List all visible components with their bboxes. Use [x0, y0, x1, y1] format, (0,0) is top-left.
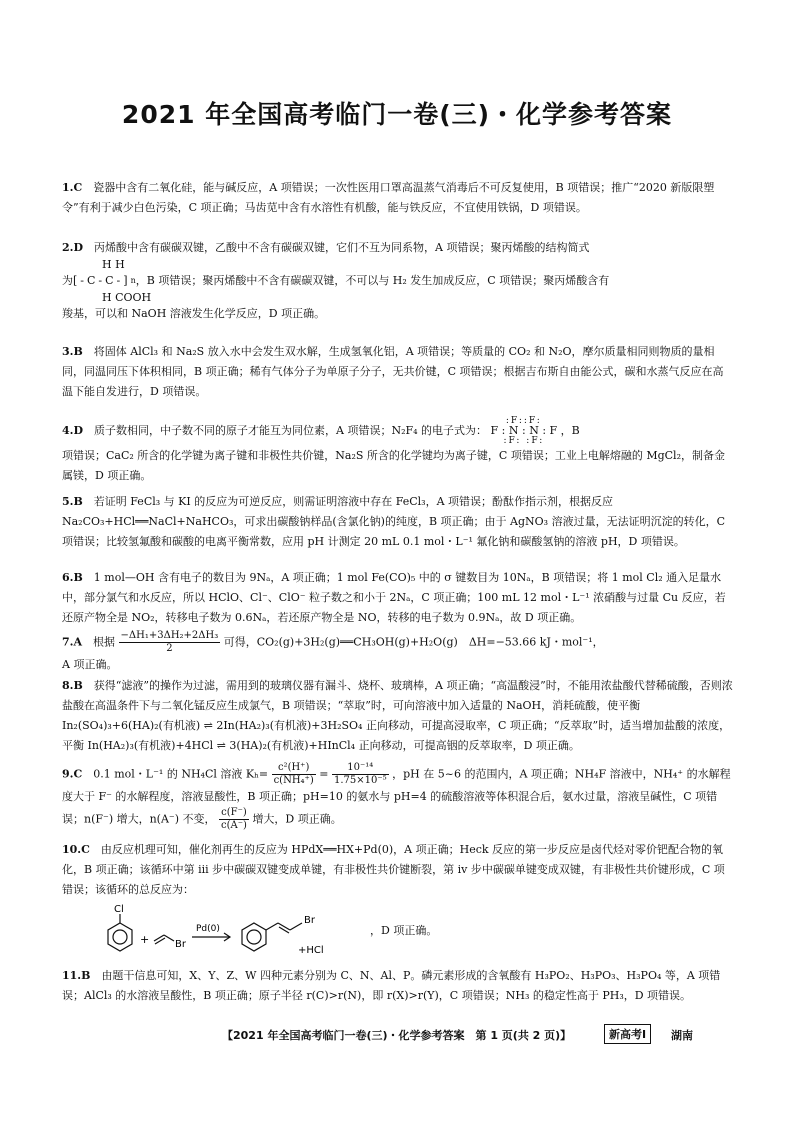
answer-number: 10.C [62, 843, 90, 856]
answer-text: 丙烯酸中含有碳碳双键，乙酸中不含有碳碳双键，它们不互为同系物，A 项错误；聚丙烯酸的结构简式 [94, 241, 590, 254]
ratio-fraction [219, 807, 249, 832]
answer-2 [62, 238, 734, 324]
fraction-denominator: 1.75×10⁻⁵ [333, 775, 387, 786]
answer-text: 若证明 FeCl₃ 与 KI 的反应为可逆反应，则需证明溶液中存在 FeCl₃，A 项错误；酚酞作指示剂，根据反应 Na₂CO₃+HCl══NaCl+NaHCO₃，可求出碳酸钠样品(含氯化钠)的纯度，B 项正确；由于 AgNO₃ 溶液过量，无法证明沉淀的转化，C 项错误；比较氢氟酸和碳酸的电离平衡常数，应用 pH 计测定 20 mL 0.1 mol・L⁻¹ 氟化钠和碳酸氢钠的溶液 pH，D 项错误。 [62, 495, 725, 548]
answer-number: 11.B [62, 969, 91, 982]
answer-number: 8.B [62, 679, 83, 692]
answer-text: 羧基，可以和 NaOH 溶液发生化学反应，D 项正确。 [62, 307, 326, 320]
chlorobenzene-aromatic-circle [113, 930, 127, 944]
equals-sign: = [319, 767, 329, 781]
answer-number: 2.D [62, 241, 84, 254]
polyacrylic-structure [62, 258, 734, 304]
electron-formula-mid: F : N : N : F [490, 424, 558, 437]
answer-1 [62, 178, 734, 218]
answer-number: 4.D [62, 424, 84, 437]
answer-text: ，B [560, 424, 580, 437]
vinyl-bond-2 [164, 935, 174, 941]
cl-label: Cl [114, 904, 124, 915]
answer-number: 1.C [62, 181, 83, 194]
answer-10 [62, 840, 734, 962]
fraction-numerator: −ΔH₁+3ΔH₂+2ΔH₃ [120, 630, 219, 641]
answer-text: ，D 项正确。 [370, 924, 438, 937]
product-ring [242, 923, 266, 951]
kh-fraction-1 [272, 762, 316, 787]
enthalpy-fraction [119, 630, 221, 655]
fraction-denominator: 2 [166, 643, 173, 654]
structure-top-h: H H [102, 258, 125, 271]
kh-fraction-2 [332, 762, 389, 787]
answer-3 [62, 342, 734, 402]
heck-reaction-scheme [62, 900, 734, 962]
heck-reaction-svg [102, 901, 362, 961]
answer-text: 0.1 mol・L⁻¹ 的 NH₄Cl 溶液 Kₕ= [93, 767, 269, 781]
answer-text: 由题干信息可知，X、Y、Z、W 四种元素分别为 C、N、Al、P。磷元素形成的含氧酸有 H₃PO₂、H₃PO₃、H₃PO₄ 等，A 项错误；AlCl₃ 的水溶液呈酸性，B 项正确；原子半径 r(C)>r(N)，即 r(X)>r(Y)，C 项错误；NH₃ 的稳定性高于 PH₃，D 项错误。 [62, 969, 721, 1002]
electron-formula [491, 416, 558, 446]
answer-4 [62, 416, 734, 486]
structure-bottom: H COOH [102, 291, 152, 304]
product-bond-3 [290, 923, 302, 930]
fraction-denominator: c(A⁻) [221, 820, 247, 831]
answer-text: 由反应机理可知，催化剂再生的反应为 HPdX══HX+Pd(0)，A 项正确；Heck 反应的第一步反应是卤代烃对零价钯配合物的氧化，B 项正确；该循环中第 iii 步中碳碳双键变成单键，有非极性共价键断裂，第 iv 步中碳碳单键变成双键，有非极性共价键形成，C 项错误；该循环的总反应为： [62, 843, 725, 896]
product-aromatic-circle [247, 930, 261, 944]
answer-text: A 项正确。 [62, 658, 118, 671]
fraction-denominator: c(NH₄⁺) [273, 775, 314, 786]
br-label: Br [175, 939, 186, 950]
answer-5 [62, 492, 734, 552]
electron-formula-top: :F::F: [505, 416, 542, 426]
structure-chain: [-C-C-] [73, 274, 131, 287]
answer-number: 6.B [62, 571, 83, 584]
structure-lead: 为 [62, 274, 73, 287]
answer-number: 9.C [62, 767, 83, 781]
product-bond-2 [278, 923, 290, 930]
hcl-label: +HCl [298, 945, 324, 956]
chlorobenzene-ring [108, 923, 132, 951]
answer-text: 根据 [93, 635, 116, 649]
page-title: 2021 年全国高考临门一卷(三)・化学参考答案 [121, 100, 673, 129]
answer-text: ，B 项错误；聚丙烯酸中不含有碳碳双键，不可以与 H₂ 发生加成反应，C 项错误；聚丙烯酸含有 [135, 274, 610, 287]
page-footer [0, 1024, 794, 1044]
plus-sign: + [140, 933, 150, 946]
answer-6 [62, 568, 734, 628]
answer-8 [62, 676, 734, 756]
answer-text: 增大，D 项正确。 [252, 812, 342, 826]
electron-formula-bottom: :F: :F: [503, 436, 545, 446]
answer-11 [62, 966, 734, 1006]
fraction-numerator: c²(H⁺) [272, 762, 316, 775]
answer-7 [62, 630, 734, 675]
footer-badge: 新高考Ⅰ [604, 1024, 651, 1044]
answer-text: 瓷器中含有二氧化硅，能与碱反应，A 项错误；一次性医用口罩高温蒸气消毒后不可反复使用，B 项错误；推广“2020 新版限塑令”有利于减少白色污染，C 项正确；马齿苋中含有水溶性有机酸，能与铁反应，不宜使用铁锅，D 项错误。 [62, 181, 715, 214]
answer-number: 5.B [62, 495, 83, 508]
product-bond-1 [266, 923, 278, 930]
answer-text: 获得“滤液”的操作为过滤，需用到的玻璃仪器有漏斗、烧杯、玻璃棒，A 项正确；“高温酸浸”时，不能用浓盐酸代替稀硫酸，否则浓盐酸在高温条件下与二氧化锰反应生成氯气，B 项错误；“萃取”时，可向溶液中加入适量的 NaOH，消耗硫酸，使平衡 In₂(SO₄)₃+6(HA)₂(有机液) ⇌ 2In(HA₂)₃(有机液)+3H₂SO₄ 正向移动，可提高浸取率，C 项正确；“反萃取”时，适当增加盐酸的浓度，平衡 In(HA₂)₃(有机液)+4HCl ⇌ 3(HA)₂(有机液)+HInCl₄ 正向移动，可提高铟的反萃取率，D 项正确。 [62, 679, 733, 752]
structure-subscript: n [130, 276, 136, 285]
answer-text: 1 mol—OH 含有电子的数目为 9Nₐ，A 项正确；1 mol Fe(CO)₅ 中的 σ 键数目为 10Nₐ，B 项错误；将 1 mol Cl₂ 通入足量水中，部分氯气和水反应，所以 HClO、Cl⁻、ClO⁻ 粒子数之和小于 2Nₐ，C 项正确；100 mL 12 mol・L⁻¹ 浓硝酸与过量 Cu 反应，若还原产物全是 NO₂，转移电子数为 0.6Nₐ，若还原产物全是 NO，转移的电子数为 0.9Nₐ，故 D 项正确。 [62, 571, 726, 624]
footer-title: 【2021 年全国高考临门一卷(三)・化学参考答案 第 1 页(共 2 页)】 [222, 1029, 572, 1042]
answer-number: 7.A [62, 635, 83, 649]
answer-text: ，pH 在 5~6 的范围内，A 项正确；NH₄F 溶液中，NH₄⁺ 的水解程度大于 F⁻ 的水解程度，溶液显酸性，B 项正确；pH=10 的氨水与 pH=4 的硫酸溶液等体积混合后，氨水过量，溶液呈碱性，C 项错误；n(F⁻) 增大，n(A⁻) 不变， [62, 767, 731, 826]
answer-text: 可得，CO₂(g)+3H₂(g)══CH₃OH(g)+H₂O(g) ΔH=−53.66 kJ・mol⁻¹， [223, 635, 604, 649]
answer-text: 项错误；CaC₂ 所含的化学键为离子键和非极性共价键，Na₂S 所含的化学键均为离子键，C 项错误；工业上电解熔融的 MgCl₂，制备金属镁，D 项正确。 [62, 449, 725, 482]
fraction-numerator: 10⁻¹⁴ [332, 762, 389, 775]
fraction-numerator: c(F⁻) [219, 807, 249, 820]
answer-text: 将固体 AlCl₃ 和 Na₂S 放入水中会发生双水解，生成氢氧化铝，A 项错误；等质量的 CO₂ 和 N₂O，摩尔质量相同则物质的量相同，同温同压下体积相同，B 项正确；稀有气体分子为单原子分子，无共价键，C 项错误；根据吉布斯自由能公式，碳和水蒸气反应在高温下能自发进行，D 项错误。 [62, 345, 724, 398]
answer-text: 质子数相同，中子数不同的原子才能互为同位素，A 项错误；N₂F₄ 的电子式为： [94, 424, 488, 437]
answer-9 [62, 762, 734, 832]
footer-region: 湖南 [671, 1029, 693, 1042]
answer-number: 3.B [62, 345, 83, 358]
catalyst-label: Pd(0) [196, 924, 220, 934]
product-br-label: Br [304, 915, 315, 926]
